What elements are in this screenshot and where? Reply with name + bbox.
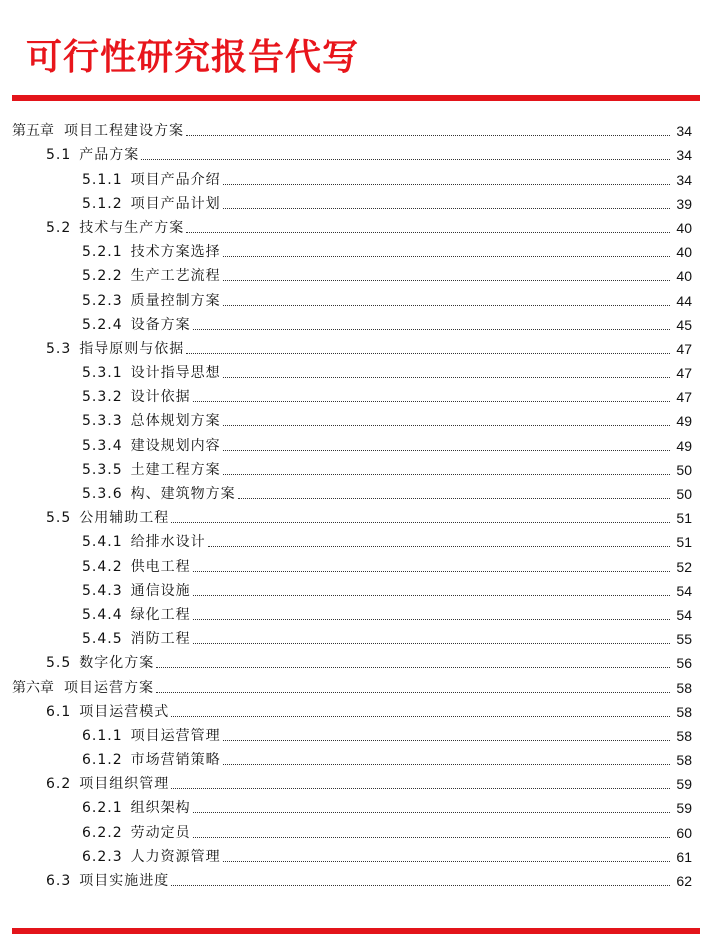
toc-entry[interactable]: [12, 358, 692, 382]
toc-entry-number: 5.3.5: [82, 461, 123, 478]
toc-entry-title: 生产工艺流程: [130, 268, 221, 285]
toc-entry-title: 指导原则与依据: [79, 340, 185, 357]
toc-entry-page: 54: [676, 582, 692, 599]
toc-entry-page: 40: [676, 244, 692, 261]
toc-entry-title: 项目工程建设方案: [64, 123, 184, 140]
toc-entry[interactable]: [12, 455, 692, 479]
dot-leader: [193, 812, 670, 813]
toc-entry-number: 5.1.2: [82, 195, 123, 212]
toc-entry-title: 技术与生产方案: [79, 219, 185, 236]
toc-entry[interactable]: [12, 817, 692, 841]
toc-entry[interactable]: [12, 116, 692, 140]
toc-entry-number: 5.5: [46, 655, 72, 672]
dot-leader: [223, 474, 670, 475]
toc-entry-page: 49: [676, 437, 692, 454]
toc-entry[interactable]: [12, 382, 692, 406]
toc-entry-title: 构、建筑物方案: [130, 486, 236, 502]
toc-entry-title: 数字化方案: [79, 655, 155, 672]
toc-entry-title: 消防工程: [130, 631, 191, 648]
dot-leader: [193, 401, 670, 402]
toc-entry-page: 61: [676, 848, 692, 865]
toc-entry[interactable]: [12, 721, 692, 745]
toc-entry-page: 51: [676, 534, 692, 551]
toc-entry[interactable]: [12, 600, 692, 624]
toc-entry-page: 39: [676, 195, 692, 212]
toc-entry[interactable]: [12, 189, 692, 213]
toc-entry[interactable]: [12, 164, 692, 188]
document-title: 可行性研究报告代写: [26, 37, 360, 78]
toc-entry-title: 市场营销策略: [130, 752, 221, 769]
toc-entry[interactable]: [12, 237, 692, 261]
toc-entry-number: 5.3.3: [82, 413, 123, 430]
toc-entry-number: 5.4.4: [82, 606, 123, 623]
dot-leader: [223, 764, 670, 765]
toc-entry-number: 5.3.4: [82, 437, 123, 454]
toc-entry-title: 供电工程: [130, 558, 191, 575]
toc-entry-page: 52: [676, 558, 692, 575]
toc-entry-number: 5.5: [46, 510, 72, 527]
dot-leader: [186, 232, 670, 233]
dot-leader: [193, 837, 670, 838]
toc-entry-page: 54: [676, 606, 692, 623]
dot-leader: [223, 208, 670, 209]
toc-entry-page: 49: [676, 413, 692, 430]
toc-entry-title: 项目运营模式: [79, 703, 170, 720]
toc-entry[interactable]: [12, 697, 692, 721]
dot-leader: [171, 885, 670, 886]
dot-leader: [171, 716, 670, 717]
toc-entry-title: 项目产品介绍: [130, 171, 221, 188]
toc-entry-title: 项目运营管理: [130, 727, 221, 744]
toc-entry[interactable]: [12, 793, 692, 817]
toc-entry-title: 设计指导思想: [130, 365, 221, 382]
toc-entry-number: 6.2.1: [82, 800, 123, 817]
toc-entry-page: 55: [676, 631, 692, 648]
toc-entry-page: 58: [676, 679, 692, 696]
dot-leader: [193, 595, 670, 596]
dot-leader: [223, 184, 670, 185]
toc-entry-number: 5.3.1: [82, 365, 123, 382]
dot-leader: [223, 305, 670, 306]
toc-entry-number: 5.2: [46, 219, 72, 236]
toc-entry-number: 5.2.4: [82, 316, 123, 333]
toc-entry-page: 40: [676, 219, 692, 236]
toc-entry-page: 50: [676, 486, 692, 502]
toc-entry-page: 47: [676, 340, 692, 357]
toc-entry-title: 人力资源管理: [130, 848, 221, 865]
toc-entry[interactable]: [12, 527, 692, 551]
toc-entry-page: 47: [676, 389, 692, 406]
toc-entry-number: 6.1.2: [82, 752, 123, 769]
toc-entry-page: 50: [676, 461, 692, 478]
dot-leader: [208, 546, 670, 547]
toc-entry-number: 第六章: [12, 679, 54, 696]
toc-entry[interactable]: [12, 261, 692, 285]
toc-entry-title: 公用辅助工程: [79, 510, 170, 527]
toc-entry-page: 60: [676, 824, 692, 841]
dot-leader: [193, 643, 670, 644]
toc-entry-number: 5.4.5: [82, 631, 123, 648]
dot-leader: [186, 353, 670, 354]
toc-entry-title: 劳动定员: [130, 824, 191, 841]
toc-entry-number: 5.4.1: [82, 534, 123, 551]
toc-entry-page: 58: [676, 703, 692, 720]
toc-entry[interactable]: [12, 334, 692, 358]
toc-entry-title: 产品方案: [79, 147, 140, 164]
dot-leader: [223, 256, 670, 257]
toc-entry-number: 5.3: [46, 340, 72, 357]
dot-leader: [223, 450, 670, 451]
toc-entry[interactable]: [12, 576, 692, 600]
toc-entry-number: 6.1.1: [82, 727, 123, 744]
toc-entry[interactable]: [12, 648, 692, 672]
toc-entry-number: 5.2.2: [82, 268, 123, 285]
toc-entry[interactable]: [12, 672, 692, 696]
dot-leader: [223, 425, 670, 426]
toc-entry-number: 第五章: [12, 123, 54, 140]
toc-entry-page: 45: [676, 316, 692, 333]
toc-entry[interactable]: [12, 406, 692, 430]
toc-entry-title: 土建工程方案: [130, 461, 221, 478]
table-of-contents: [12, 116, 692, 890]
toc-entry[interactable]: [12, 551, 692, 575]
toc-entry[interactable]: [12, 769, 692, 793]
bottom-divider: [12, 928, 700, 934]
toc-entry-number: 6.2.2: [82, 824, 123, 841]
toc-entry-page: 34: [676, 147, 692, 164]
dot-leader: [223, 377, 670, 378]
toc-entry-page: 44: [676, 292, 692, 309]
dot-leader: [193, 329, 670, 330]
toc-entry[interactable]: [12, 285, 692, 309]
toc-entry[interactable]: [12, 430, 692, 454]
toc-entry-number: 5.3.6: [82, 486, 123, 502]
toc-entry-page: 56: [676, 655, 692, 672]
toc-entry-number: 6.3: [46, 873, 72, 889]
toc-entry-page: 34: [676, 123, 692, 140]
toc-entry-page: 58: [676, 727, 692, 744]
toc-entry-title: 总体规划方案: [130, 413, 221, 430]
toc-entry-page: 58: [676, 752, 692, 769]
toc-entry-number: 5.2.1: [82, 244, 123, 261]
dot-leader: [193, 619, 670, 620]
toc-entry-number: 6.1: [46, 703, 72, 720]
toc-entry-number: 5.2.3: [82, 292, 123, 309]
dot-leader: [141, 159, 670, 160]
dot-leader: [156, 692, 670, 693]
toc-entry-number: 5.4.3: [82, 582, 123, 599]
dot-leader: [171, 788, 670, 789]
toc-entry[interactable]: [12, 745, 692, 769]
top-divider: [12, 95, 700, 101]
toc-entry[interactable]: [12, 503, 692, 527]
toc-entry-number: 5.4.2: [82, 558, 123, 575]
toc-entry-number: 5.1.1: [82, 171, 123, 188]
toc-entry-title: 设计依据: [130, 389, 191, 406]
toc-entry-number: 5.1: [46, 147, 72, 164]
dot-leader: [238, 498, 670, 499]
toc-entry-page: 59: [676, 800, 692, 817]
toc-entry[interactable]: [12, 140, 692, 164]
dot-leader: [193, 571, 670, 572]
toc-entry-title: 技术方案选择: [130, 244, 221, 261]
dot-leader: [171, 522, 670, 523]
dot-leader: [156, 667, 670, 668]
toc-entry[interactable]: [12, 310, 692, 334]
dot-leader: [223, 740, 670, 741]
toc-entry[interactable]: [12, 842, 692, 866]
toc-entry-title: 质量控制方案: [130, 292, 221, 309]
toc-entry-title: 项目实施进度: [79, 873, 170, 889]
toc-entry-page: 62: [676, 873, 692, 889]
toc-entry-page: 40: [676, 268, 692, 285]
toc-entry[interactable]: [12, 479, 692, 503]
toc-entry-page: 34: [676, 171, 692, 188]
toc-entry-title: 项目组织管理: [79, 776, 170, 793]
toc-entry[interactable]: [12, 866, 692, 890]
toc-entry[interactable]: [12, 213, 692, 237]
toc-entry-number: 6.2.3: [82, 848, 123, 865]
toc-entry[interactable]: [12, 624, 692, 648]
toc-entry-title: 组织架构: [130, 800, 191, 817]
toc-entry-page: 51: [676, 510, 692, 527]
dot-leader: [223, 861, 670, 862]
toc-entry-page: 59: [676, 776, 692, 793]
toc-entry-number: 5.3.2: [82, 389, 123, 406]
toc-entry-page: 47: [676, 365, 692, 382]
toc-entry-title: 通信设施: [130, 582, 191, 599]
toc-entry-title: 绿化工程: [130, 606, 191, 623]
toc-entry-title: 项目产品计划: [130, 195, 221, 212]
toc-entry-title: 给排水设计: [130, 534, 206, 551]
toc-entry-title: 项目运营方案: [64, 679, 154, 696]
toc-entry-number: 6.2: [46, 776, 72, 793]
dot-leader: [186, 135, 670, 136]
dot-leader: [223, 280, 670, 281]
toc-entry-title: 建设规划内容: [130, 437, 221, 454]
toc-entry-title: 设备方案: [130, 316, 191, 333]
